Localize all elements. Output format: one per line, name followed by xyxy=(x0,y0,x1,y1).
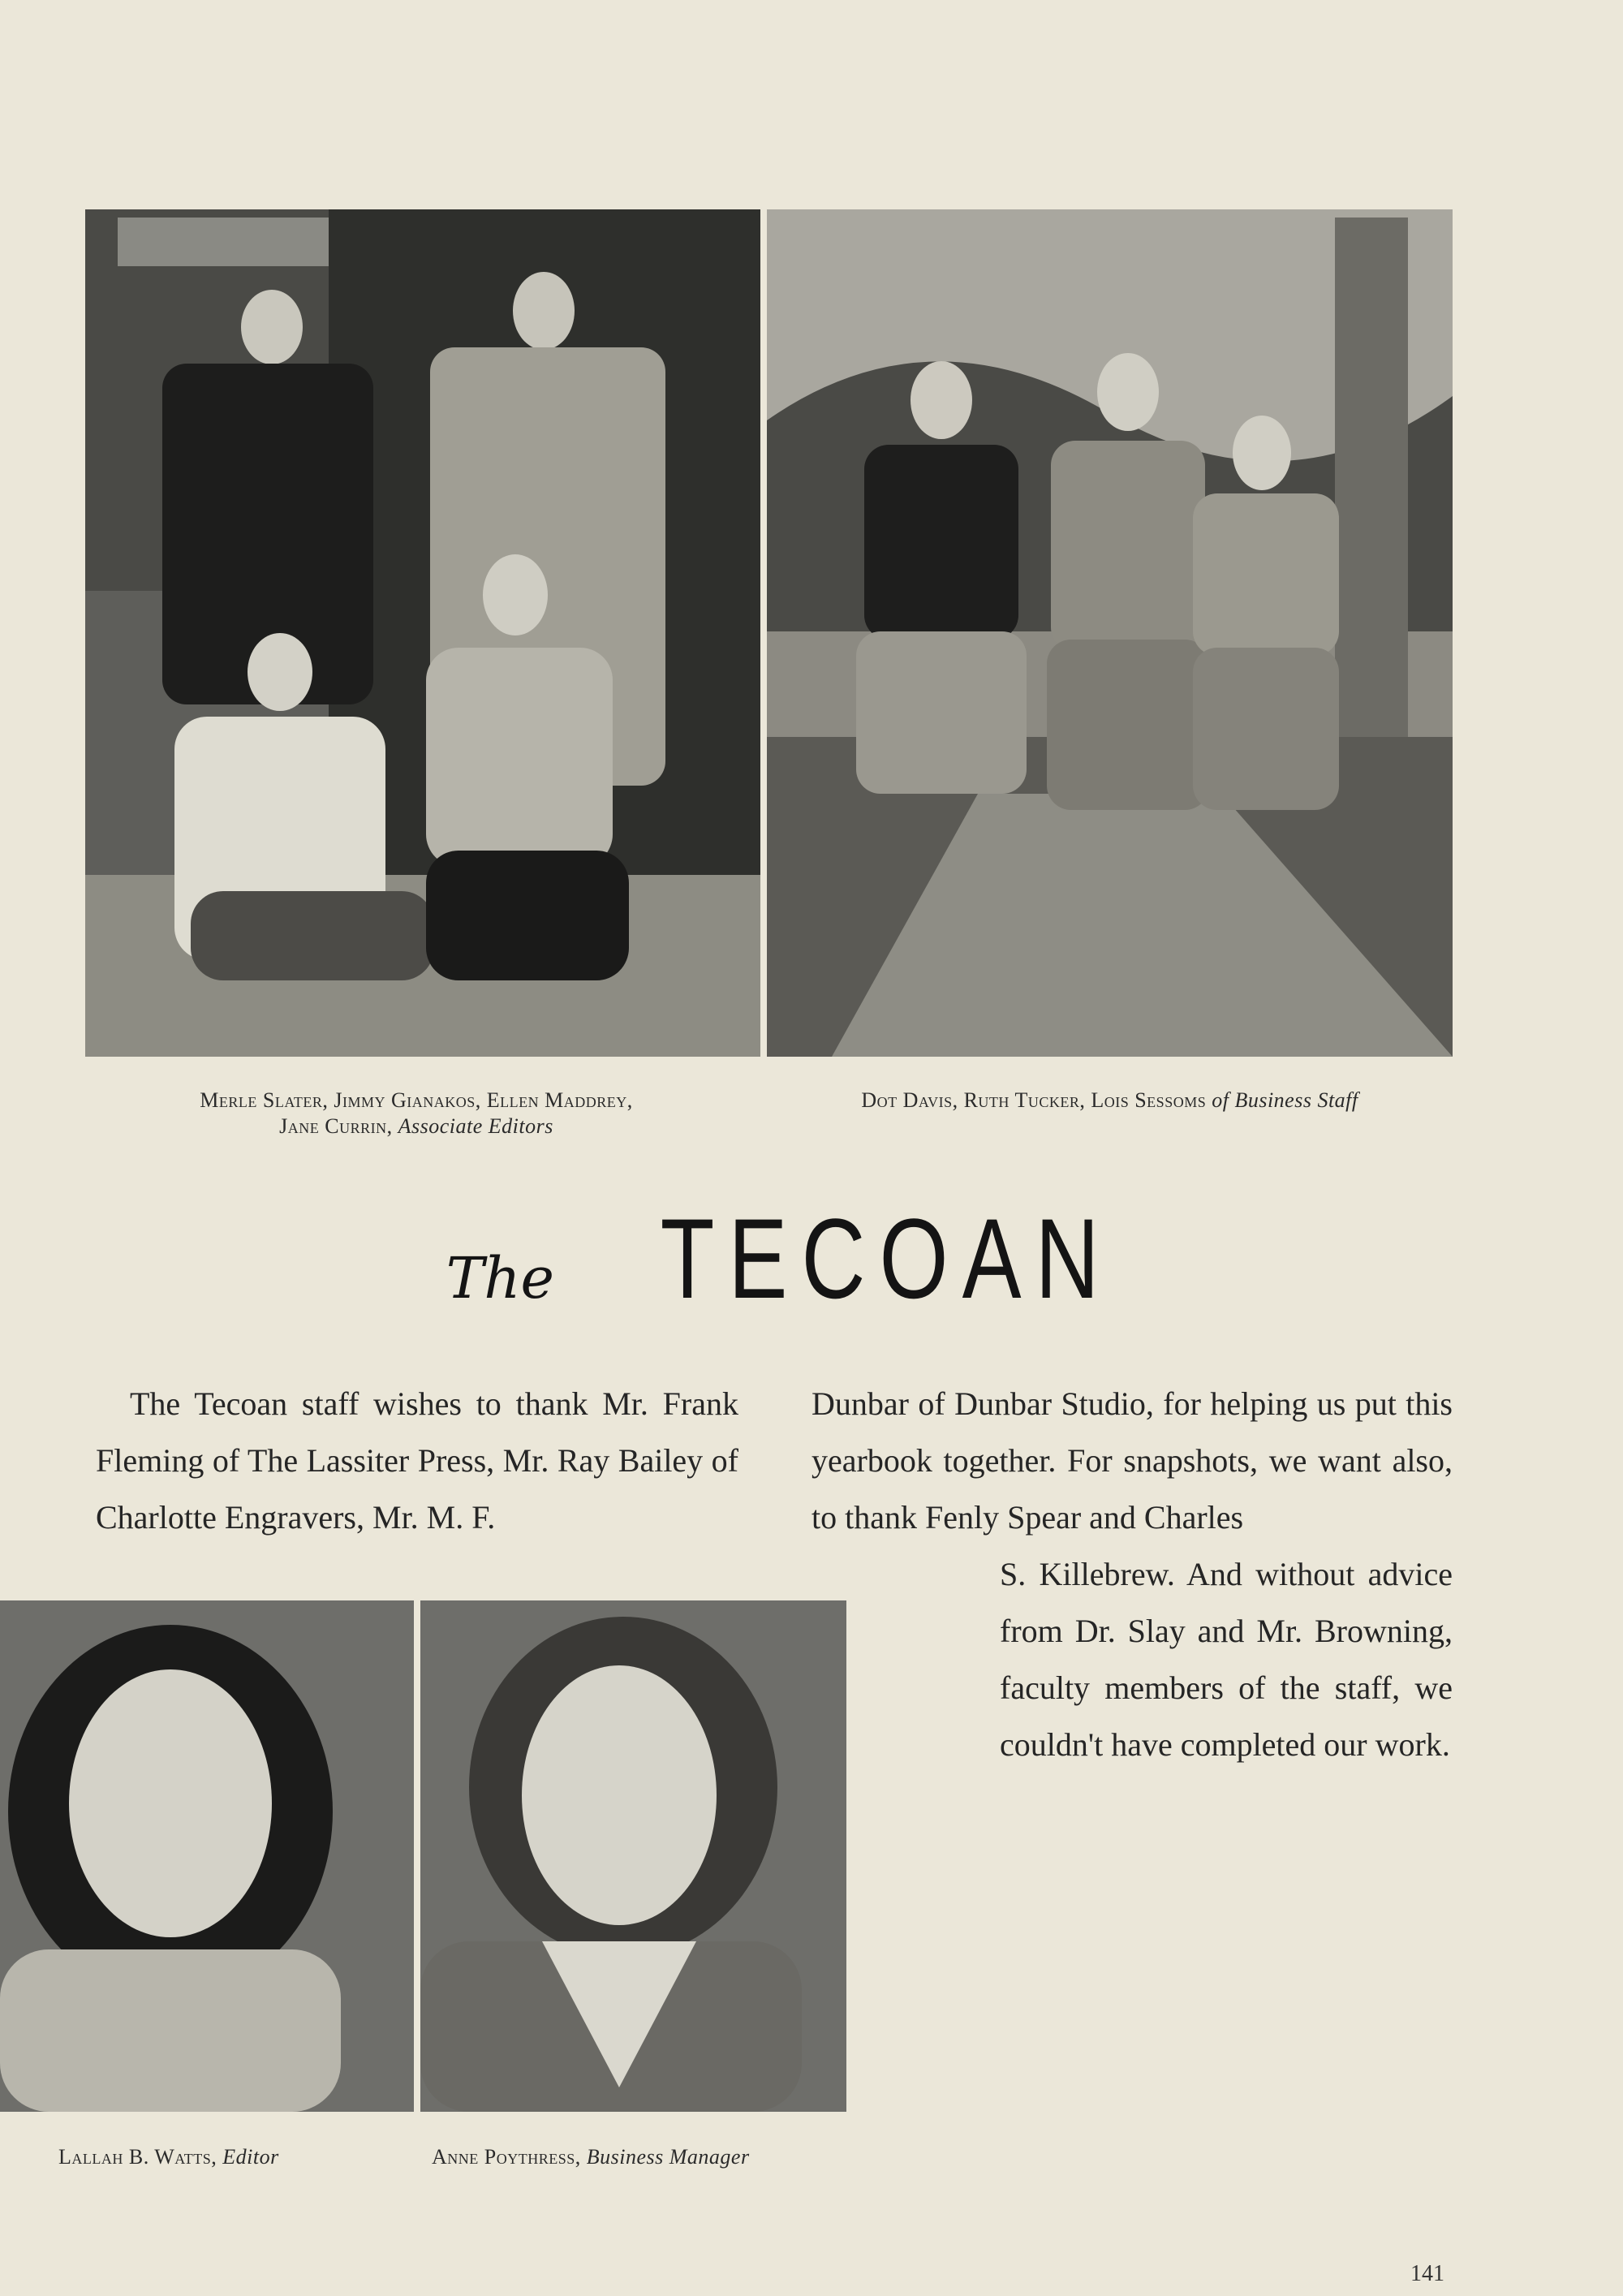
business-staff-photo xyxy=(767,209,1453,1057)
editor-portrait xyxy=(0,1600,414,2112)
caption-names: Merle Slater, Jimmy Gianakos, Ellen Maddrey, xyxy=(200,1088,633,1112)
caption-name: Lallah B. Watts, xyxy=(58,2145,217,2169)
caption-names-line2: Jane Currin, xyxy=(279,1114,393,1138)
page-number: 141 xyxy=(1410,2261,1444,2286)
caption-names: Dot Davis, Ruth Tucker, Lois Sessoms xyxy=(861,1088,1207,1112)
caption-role: Associate Editors xyxy=(398,1114,553,1138)
article-column-2-top: Dunbar of Dunbar Studio, for helping us put this yearbook together. For snapshots, we want also, to thank Fenly Spear and Charles xyxy=(812,1385,1453,1536)
business-staff-caption xyxy=(767,1088,1453,1114)
caption-role: of Business Staff xyxy=(1212,1088,1358,1112)
group-photo-icon xyxy=(85,209,760,1057)
caption-role: Business Manager xyxy=(586,2145,750,2169)
title-prefix: The xyxy=(446,1245,554,1312)
associate-editors-photo xyxy=(85,209,760,1057)
article-column-2-bottom: S. Killebrew. And without advice from Dr. Slay and Mr. Browning, faculty members of the staff, we couldn't have completed our work. xyxy=(1000,1556,1453,1763)
portrait-icon xyxy=(420,1600,846,2112)
title-main: TECOAN xyxy=(660,1195,1113,1322)
portrait-icon xyxy=(0,1600,414,2112)
page-title xyxy=(0,1193,1623,1325)
article-column-1: The Tecoan staff wishes to thank Mr. Frank Fleming of The Lassiter Press, Mr. Ray Bailey of Charlotte Engravers, Mr. M. F. xyxy=(96,1385,738,1536)
editor-caption xyxy=(58,2144,279,2170)
group-photo-icon xyxy=(767,209,1453,1057)
associate-editors-caption xyxy=(96,1088,737,1139)
business-manager-caption xyxy=(432,2144,750,2170)
caption-role: Editor xyxy=(222,2145,279,2169)
business-manager-portrait xyxy=(420,1600,846,2112)
caption-name: Anne Poythress, xyxy=(432,2145,581,2169)
